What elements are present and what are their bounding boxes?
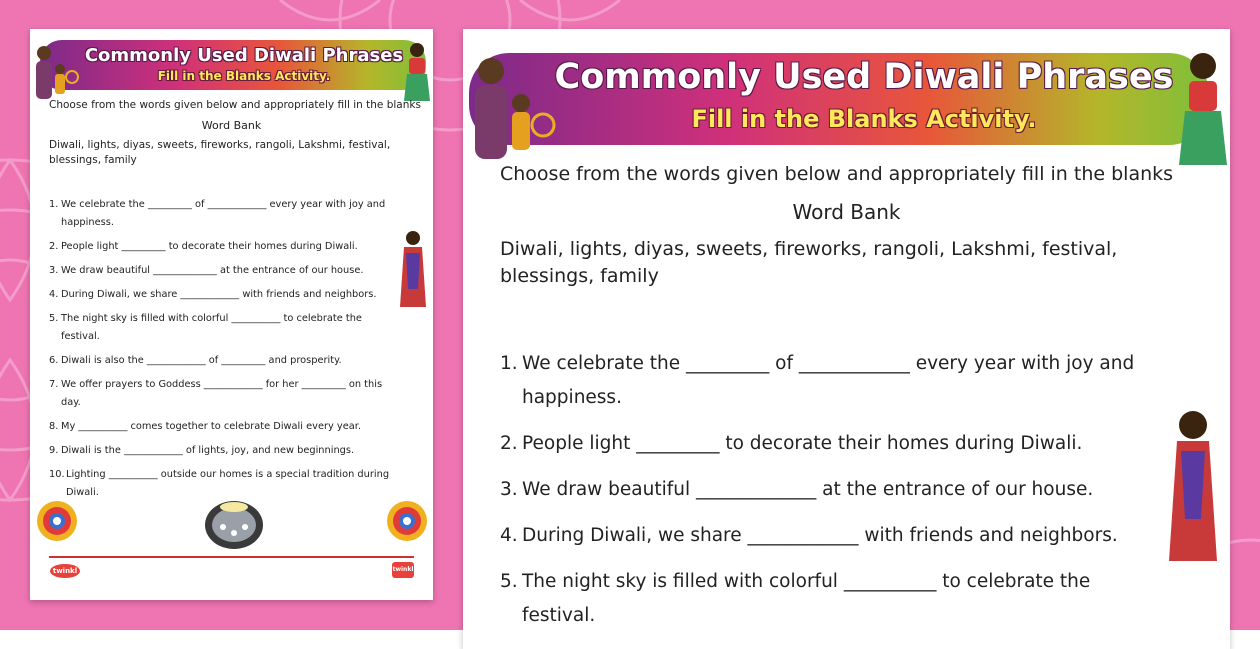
question-list: [500, 347, 1180, 633]
rangoli-flower-right-icon: [384, 498, 430, 544]
twinkl-logo-left: twinkl: [50, 564, 80, 578]
list-item: 6. Diwali is also the ____________ of _________ and prosperity.: [49, 355, 342, 366]
list-item: 5. The night sky is filled with colorful __________ to celebrate the festival.: [49, 313, 362, 342]
list-item: 3. We draw beautiful _____________ at the entrance of our house.: [49, 265, 364, 276]
twinkl-logo-right: twinkl: [392, 562, 414, 578]
instructions-text: Choose from the words given below and appropriately fill in the blanks: [500, 163, 1174, 185]
list-item: 9. Diwali is the ____________ of lights, joy, and new beginnings.: [49, 445, 355, 456]
word-bank-line-1: Diwali, lights, diyas, sweets, fireworks, rangoli, Lakshmi, festival,: [500, 238, 1118, 260]
list-item: 3. We draw beautiful _____________ at the entrance of our house.: [500, 479, 1094, 500]
woman-sari-illustration-icon: [396, 229, 430, 309]
worksheet-title: Commonly Used Diwali Phrases: [84, 45, 404, 66]
worksheet-thumbnail: [30, 29, 433, 600]
rangoli-flower-left-icon: [34, 498, 80, 544]
footer-divider: [49, 556, 414, 558]
worksheet-preview: [463, 29, 1230, 649]
word-bank-line-2: blessings, family: [500, 265, 659, 287]
word-bank-heading: Word Bank: [792, 200, 901, 224]
worksheet-title: Commonly Used Diwali Phrases: [554, 57, 1174, 97]
worksheet-subtitle: Fill in the Blanks Activity.: [157, 69, 331, 83]
word-bank-heading: Word Bank: [201, 119, 262, 132]
girl-illustration-icon: [402, 41, 432, 103]
mother-child-illustration-icon: [463, 55, 558, 165]
word-bank-line-1: Diwali, lights, diyas, sweets, fireworks, rangoli, Lakshmi, festival,: [49, 139, 391, 151]
title-banner: [469, 53, 1209, 145]
list-item: 2. People light _________ to decorate their homes during Diwali.: [49, 241, 358, 252]
title-banner: [40, 40, 426, 90]
question-list: [49, 196, 411, 502]
list-item: 1. We celebrate the _________ of ____________ every year with joy and happiness.: [500, 353, 1135, 408]
list-item: 1. We celebrate the _________ of ____________ every year with joy and happiness.: [49, 199, 386, 228]
woman-sari-illustration-icon: [1163, 407, 1223, 563]
diya-lantern-icon: [203, 495, 265, 551]
mother-child-illustration-icon: [30, 43, 80, 103]
instructions-text: Choose from the words given below and appropriately fill in the blanks: [49, 99, 421, 111]
word-bank-line-2: blessings, family: [49, 154, 137, 166]
list-item: 4. During Diwali, we share ____________ with friends and neighbors.: [500, 525, 1118, 546]
worksheet-subtitle: Fill in the Blanks Activity.: [691, 105, 1037, 133]
list-item: 2. People light _________ to decorate their homes during Diwali.: [500, 433, 1083, 454]
list-item: 8. My __________ comes together to celebrate Diwali every year.: [49, 421, 361, 432]
list-item: 10. Lighting __________ outside our homes is a special tradition during Diwali.: [49, 469, 390, 498]
girl-illustration-icon: [1175, 51, 1230, 169]
list-item: 4. During Diwali, we share ____________ with friends and neighbors.: [49, 289, 377, 300]
list-item: 7. We offer prayers to Goddess ____________ for her _________ on this day.: [49, 379, 383, 408]
list-item: 5. The night sky is filled with colorful __________ to celebrate the festival.: [500, 571, 1091, 626]
